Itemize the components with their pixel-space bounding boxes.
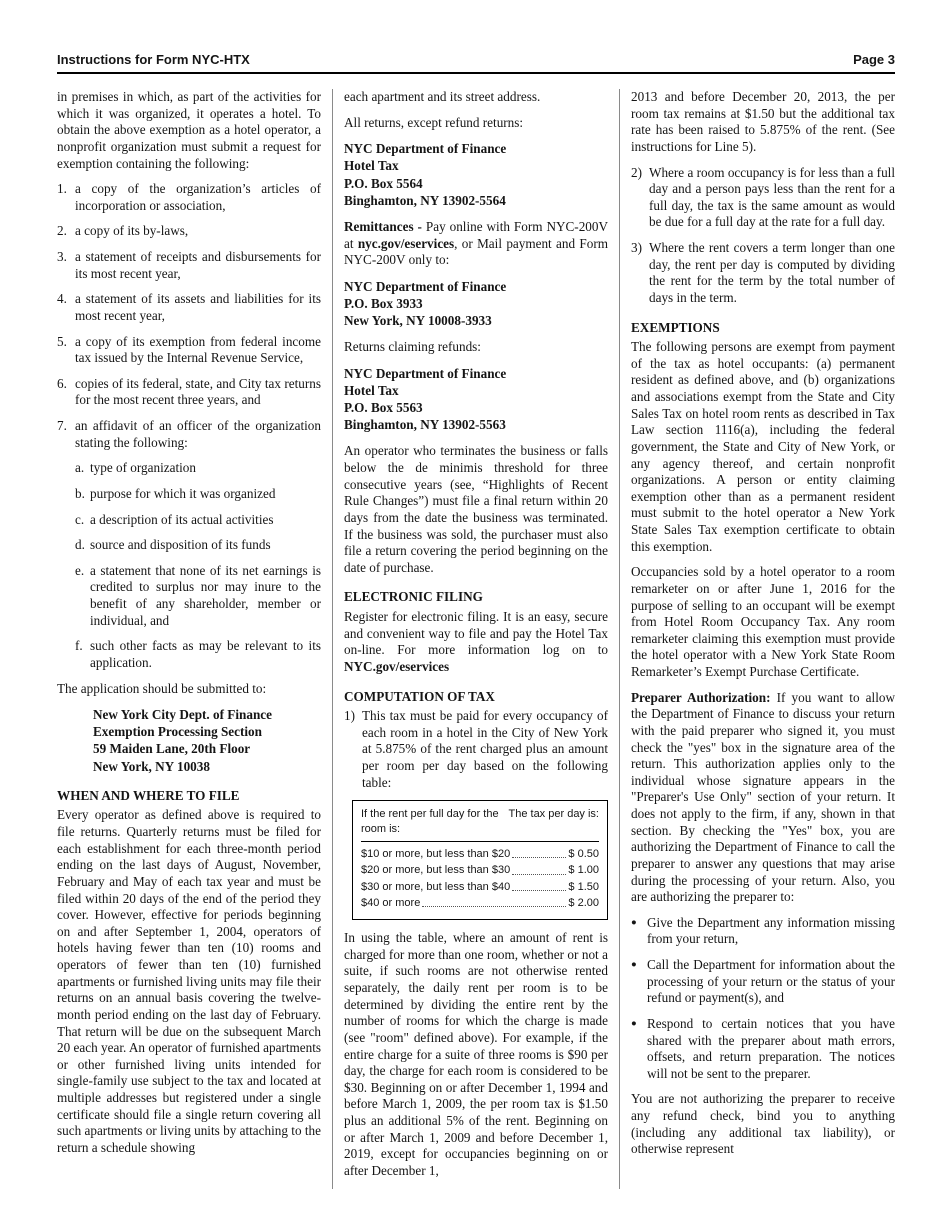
- bullet-text: Give the Department any information missing from your return,: [647, 914, 895, 947]
- list-item-3: [57, 249, 321, 282]
- address-line: New York, NY 10008-3933: [344, 313, 492, 329]
- column-1: [57, 89, 332, 1189]
- sublist-text: such other facts as may be relevant to its application.: [90, 638, 321, 670]
- column-2: [332, 89, 620, 1189]
- paragraph: each apartment and its street address.: [344, 89, 541, 104]
- exemptions-paragraph-2: Occupancies sold by a hotel operator to a room remarketer on or after June 1, 2016 for the purpose of selling to an occupant will be exempt from Hotel Room Occupancy Tax. Any room remarketer claiming this exemption must provide the hotel operator with a New York State Room Remarketer’s Exempt Purchase Certificate.: [631, 564, 895, 679]
- dotted-leader: [512, 874, 566, 875]
- sublist-item-b: [75, 486, 321, 503]
- bullet-text: Respond to certain notices that you have shared with the preparer about math errors, offsets, and return preparation. The notices will not be sent to the preparer.: [647, 1015, 895, 1081]
- list-number: 2): [631, 164, 642, 180]
- sublist-letter: d.: [75, 537, 85, 553]
- tax-table-header-left: If the rent per full day for the room is:: [361, 808, 499, 835]
- remittances-paragraph: [344, 219, 608, 269]
- remittances-text: Pay online with Form NYC-200V at: [344, 218, 608, 251]
- tax-amount: $ 0.50: [568, 847, 599, 860]
- terminates-paragraph: An operator who terminates the business or falls below the de minimis threshold for three consecutive years (see, “Highlights of Recent Rule Changes”) must file a final return within 20 days from the date the business was terminated. If the business was sold, the purchaser must also file a return covering the period beginning on the date of purchase.: [344, 443, 608, 575]
- submit-line: The application should be submitted to:: [57, 680, 267, 696]
- sublist-text: type of organization: [90, 460, 196, 476]
- returns-address: [344, 140, 608, 209]
- eservices-link-text: NYC.gov/eservices: [344, 658, 450, 674]
- list-number: 4.: [57, 291, 67, 307]
- tax-table-row: [361, 847, 599, 861]
- list-item-4: [57, 291, 321, 324]
- section-heading-electronic-filing: ELECTRONIC FILING: [344, 589, 483, 605]
- dotted-leader: [422, 906, 566, 907]
- preparer-authorization-paragraph: [631, 690, 895, 906]
- remittance-address: [344, 278, 608, 329]
- refunds-address: [344, 365, 608, 434]
- when-and-where-body: Every operator as defined above is required to file returns. Quarterly returns must be filed for each establishment for each three-month period ending on the last days of August, November, February and May of each tax year and must be filed within 20 days of the end of the period they cover. However, effective for periods beginning on and after September 1, 2004, operators of hotels having fewer than ten (10) rooms and operators of fewer than ten (10) furnished apartments or furnished living units may file their returns on an annual basis covering the twelve-month period ending on the last day of February. That return will be due on the subsequent March 20 each year. An operator of furnished apartments or other furnished living units intended for single-family use subject to the tax and located at multiple addresses but registered under a single certificate should file a single return covering all such apartments or living units by attaching to the return a schedule showing: [57, 807, 321, 1155]
- bullet-icon: ●: [631, 960, 637, 970]
- address-line: NYC Department of Finance: [344, 141, 507, 157]
- list-number: 7.: [57, 418, 67, 433]
- sublist-letter: b.: [75, 485, 85, 501]
- sublist-item-f: [75, 638, 321, 671]
- sublist-item-c: [75, 512, 321, 529]
- list-number: 3.: [57, 249, 67, 264]
- page-header: [57, 52, 895, 74]
- list-number: 5.: [57, 333, 67, 349]
- finance-dept-address: [93, 706, 321, 775]
- exemptions-paragraph-1: The following persons are exempt from payment of the tax as hotel occupants: (a) permanent resident as defined above, and (b) organizations and associations exempt from the State and City Sales Tax on hotel room rents as described in Tax Law section 1116(a), including the federal government, the State and City of New York, or any agency thereof, and certain nonprofit organizations. A person or entity claiming exemption other than as a permanent resident must submit to the hotel operator a New York State Sales Tax exemption certificate to obtain this exemption.: [631, 339, 895, 554]
- address-line: NYC Department of Finance: [344, 278, 507, 294]
- address-line: New York, NY 10038: [93, 758, 210, 774]
- address-line: Binghamton, NY 13902-5563: [344, 417, 506, 433]
- rent-range: $30 or more, but less than $40: [361, 880, 511, 893]
- bullet-item-3: [631, 1016, 895, 1083]
- address-line: P.O. Box 5564: [344, 175, 423, 191]
- sublist-letter: c.: [75, 511, 85, 527]
- sublist-letter: f.: [75, 638, 83, 654]
- bullet-item-1: [631, 915, 895, 948]
- address-line: 59 Maiden Lane, 20th Floor: [93, 741, 251, 757]
- list-text: a statement of receipts and disbursements for its most recent year,: [75, 249, 321, 281]
- list-number: 6.: [57, 375, 67, 391]
- tax-table-header: [361, 807, 599, 842]
- paragraph: Returns claiming refunds:: [344, 339, 481, 355]
- list-item-5: [57, 334, 321, 367]
- tax-table-row: [361, 896, 599, 910]
- list-number: 1.: [57, 181, 67, 197]
- list-item-7: [57, 418, 321, 451]
- electronic-filing-text: Register for electronic filing. It is an easy, secure and convenient way to file and pay the Hotel Tax on-line. For more information log on to: [344, 609, 608, 658]
- section-heading-exemptions: EXEMPTIONS: [631, 319, 720, 335]
- section-heading-when-and-where-to-file: WHEN AND WHERE TO FILE: [57, 787, 240, 803]
- preparer-authorization-text: If you want to allow the Department of Finance to discuss your return with the paid preparer who signed it, you must check the "yes" box in the signature area of the return. This authorization applies only to the individual whose signature appears in the "Preparer's Use Only" section of your return. It does not apply to the firm, if any, shown in that section. By checking the "Yes" box, you are authorizing the Department of Finance to call the preparer to answer any questions that may arise during the processing of your return. Also, you are authorizing the preparer to:: [631, 689, 895, 905]
- intro-paragraph: in premises in which, as part of the activities for which it was organized, it operates a hotel. To obtain the above exemption as a hotel operator, a nonprofit organization must submit a request for exemption containing the following:: [57, 89, 321, 171]
- form-title: Instructions for Form NYC-HTX: [57, 52, 250, 67]
- remittances-lead: Remittances -: [344, 218, 426, 234]
- address-line: P.O. Box 3933: [344, 295, 423, 311]
- tax-table-row: [361, 880, 599, 894]
- computation-item-1: [344, 708, 608, 791]
- dotted-leader: [512, 857, 566, 858]
- sublist-item-a: [75, 460, 321, 477]
- list-text: a statement of its assets and liabilities for its most recent year,: [75, 291, 321, 323]
- rent-range: $40 or more: [361, 896, 421, 909]
- sublist-text: a statement that none of its net earnings is credited to surplus nor may inure to the benefit of any shareholder, member or individual, and: [90, 562, 321, 628]
- tax-table-row: [361, 863, 599, 877]
- paragraph: All returns, except refund returns:: [344, 114, 524, 130]
- list-text: Where a room occupancy is for less than a full day and a person pays less than the rent for a full day, the tax is the same amount as would be due for a full day at the rate for a full day.: [649, 164, 895, 230]
- tax-amount: $ 1.50: [568, 880, 599, 893]
- list-item-2: [57, 223, 321, 240]
- list-text: a copy of its exemption from federal income tax issued by the Internal Revenue Service,: [75, 333, 321, 366]
- list-text: copies of its federal, state, and City tax returns for the most recent three years, and: [75, 375, 321, 408]
- sublist-letter: a.: [75, 460, 85, 476]
- list-number: 1): [344, 708, 355, 724]
- rent-range: $20 or more, but less than $30: [361, 864, 511, 877]
- sublist-text: purpose for which it was organized: [90, 485, 276, 501]
- list-text: a copy of the organization’s articles of incorporation or association,: [75, 181, 321, 213]
- list-number: 3): [631, 240, 642, 255]
- dotted-leader: [512, 890, 566, 891]
- sublist-item-d: [75, 537, 321, 554]
- list-number: 2.: [57, 223, 67, 239]
- tax-table-header-right: The tax per day is:: [508, 808, 599, 821]
- final-paragraph: You are not authorizing the preparer to receive any refund check, bind you to anything (including any additional tax liability), or otherwise represent: [631, 1091, 895, 1157]
- rent-range: $10 or more, but less than $20: [361, 847, 511, 860]
- list-item-1: [57, 181, 321, 214]
- bullet-item-2: [631, 957, 895, 1007]
- address-line: NYC Department of Finance: [344, 365, 507, 381]
- list-item-6: [57, 376, 321, 409]
- address-line: Exemption Processing Section: [93, 724, 262, 740]
- tax-amount: $ 2.00: [568, 896, 599, 909]
- using-the-table-paragraph: In using the table, where an amount of rent is charged for more than one room, whether or not a suite, if such rooms are not otherwise rented separately, the daily rent per room is to be determined by dividing the entire rent by the number of rooms for which the charge is made (see "room" defined above). For example, if the entire charge for a suite of three rooms is $90 per day, the charge for each room is considered to be $30. Beginning on or after December 1, 1994 and before March 1, 2009, the per room tax is $1.50 plus an additional 5% of the rent. Beginning on or after March 1, 2009 and before December 1, 2019, except for occupancies beginning on or after December 1,: [344, 930, 608, 1178]
- list-text: a copy of its by-laws,: [75, 223, 189, 239]
- columns-container: [57, 89, 895, 1189]
- computation-item-2: [631, 165, 895, 232]
- eservices-link-text: nyc.gov/eservices: [357, 235, 455, 251]
- address-line: Hotel Tax: [344, 158, 399, 174]
- sublist-text: source and disposition of its funds: [90, 537, 271, 553]
- continuation-paragraph: 2013 and before December 20, 2013, the per room tax remains at $1.50 but the additional tax rate has been raised to 5.875% of the rent. (See instructions for Line 5).: [631, 89, 895, 154]
- tax-rate-table: [352, 800, 608, 920]
- sublist-item-e: [75, 563, 321, 630]
- preparer-authorization-lead: Preparer Authorization:: [631, 689, 777, 705]
- section-heading-computation-of-tax: COMPUTATION OF TAX: [344, 688, 495, 704]
- list-text: This tax must be paid for every occupancy of each room in a hotel in the City of New York at 5.875% of the rent charged plus an amount per room per day based on the following table:: [362, 708, 608, 790]
- electronic-filing-body: [344, 609, 608, 676]
- bullet-text: Call the Department for information about the processing of your return or the status of your refund or payment(s), and: [647, 957, 895, 1006]
- bullet-icon: ●: [631, 1018, 637, 1029]
- address-line: New York City Dept. of Finance: [93, 707, 272, 723]
- bullet-icon: ●: [631, 917, 637, 928]
- column-3: [620, 89, 895, 1189]
- address-line: Binghamton, NY 13902-5564: [344, 192, 506, 208]
- remittances-text: , or Mail payment and Form NYC-200V only to:: [344, 235, 608, 268]
- sublist-text: a description of its actual activities: [90, 511, 274, 527]
- list-text: Where the rent covers a term longer than one day, the rent per day is computed by dividing the rent for the term by the total number of days in the term.: [649, 240, 895, 305]
- tax-amount: $ 1.00: [568, 864, 599, 877]
- address-line: P.O. Box 5563: [344, 400, 423, 416]
- list-text: an affidavit of an officer of the organization stating the following:: [75, 418, 321, 450]
- computation-item-3: [631, 240, 895, 307]
- address-line: Hotel Tax: [344, 383, 399, 398]
- sublist-letter: e.: [75, 562, 85, 578]
- page-number: Page 3: [853, 52, 895, 67]
